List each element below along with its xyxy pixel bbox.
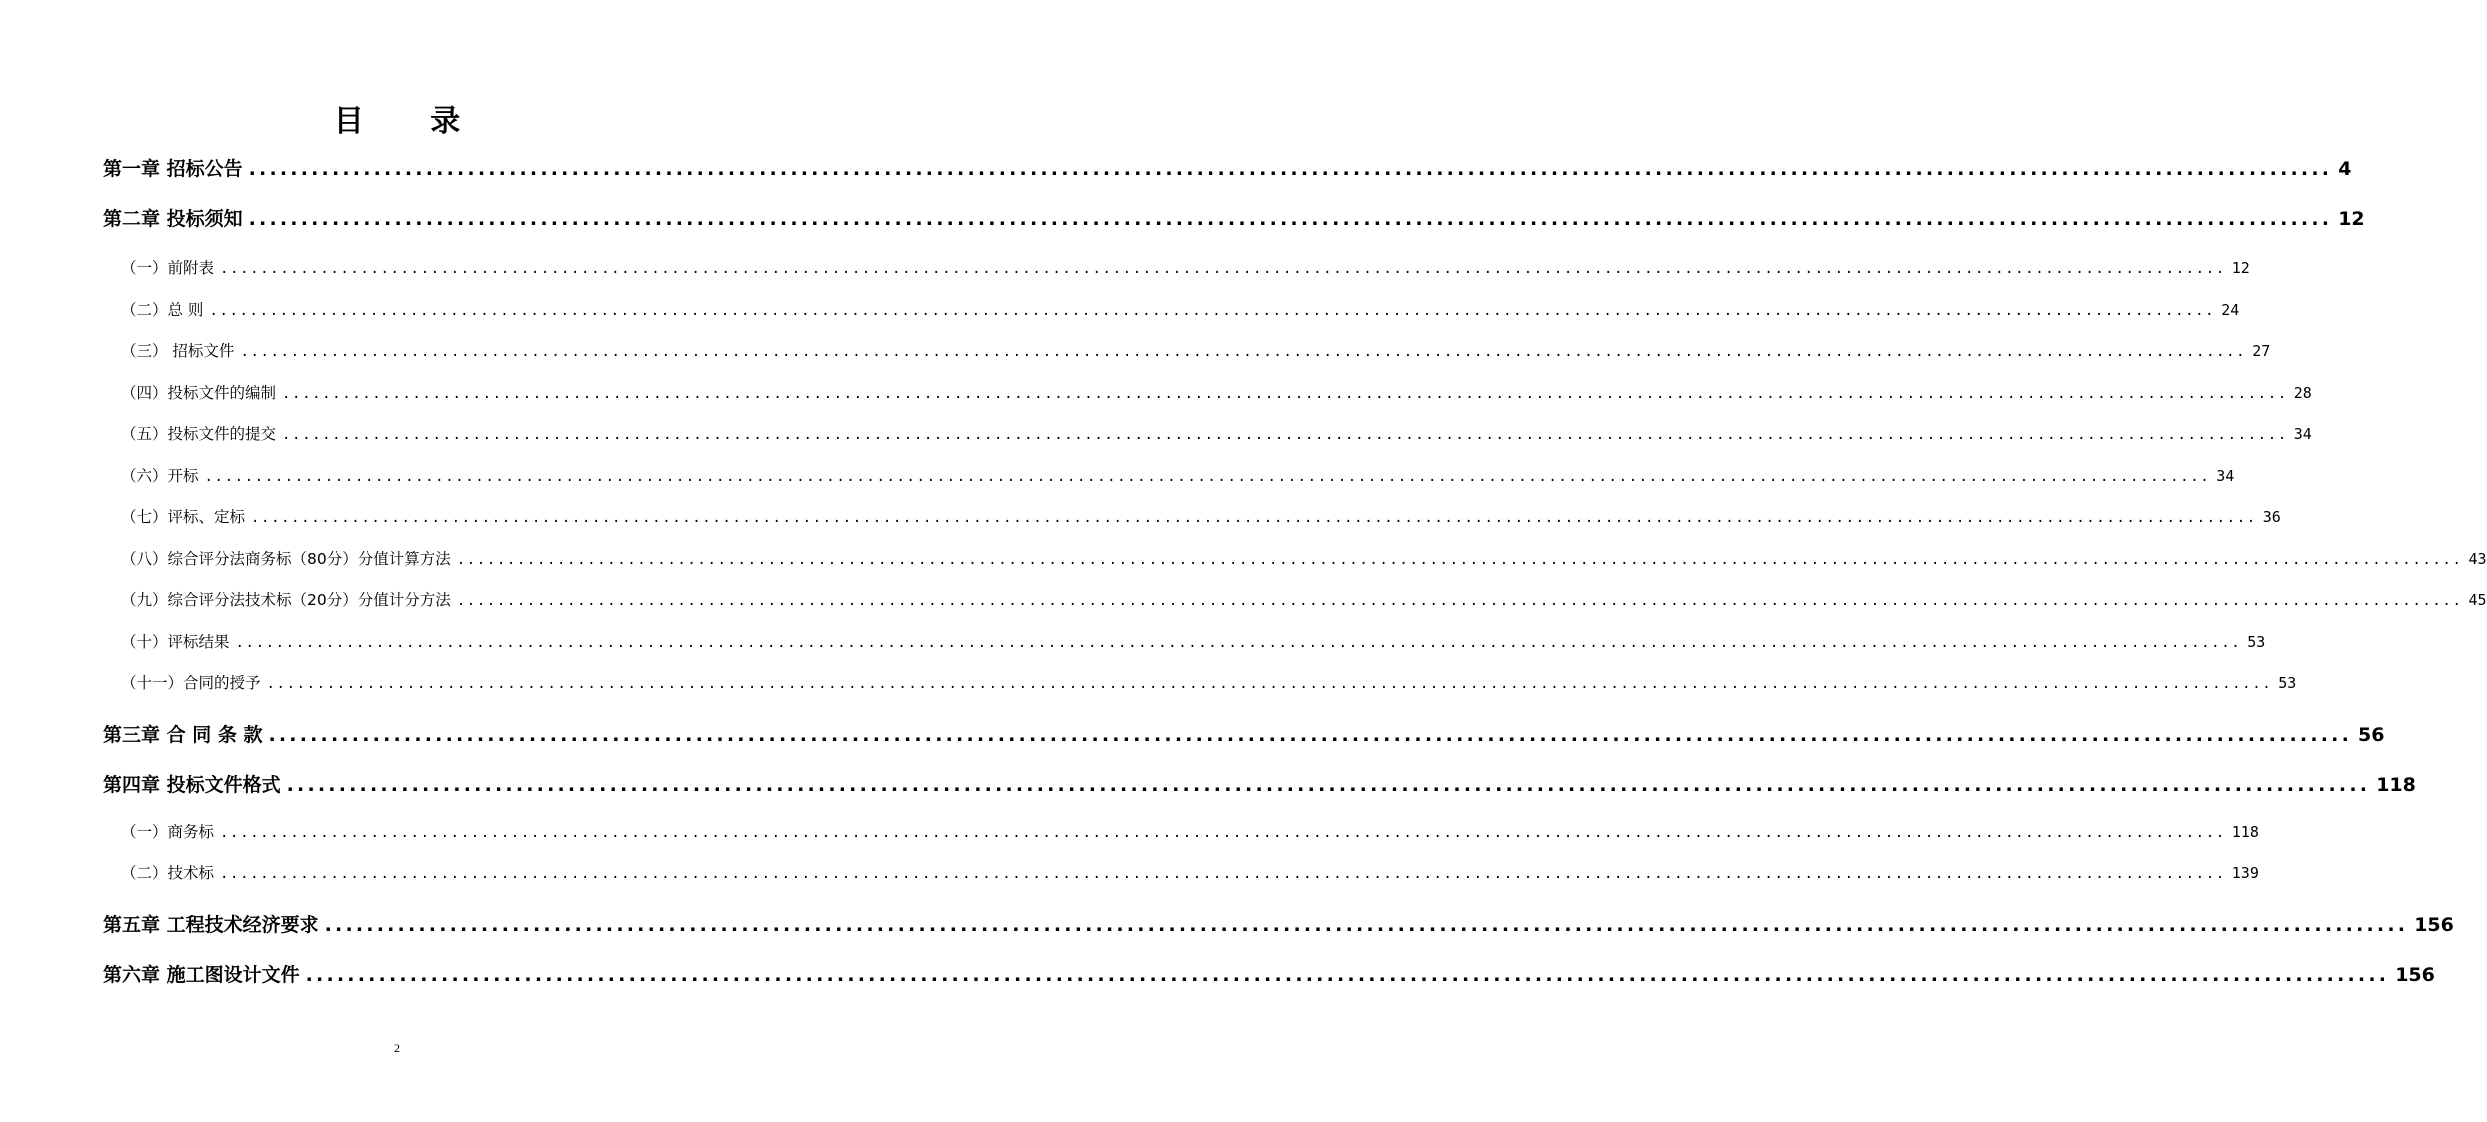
toc-entry-label: 第三章 合 同 条 款 — [103, 724, 263, 746]
toc-entry-page: 139 — [2231, 864, 2259, 882]
toc-dot-leader: ........................................................................................................................................................................................................ — [456, 593, 2463, 609]
toc-entry-label: 第六章 施工图设计文件 — [103, 964, 300, 986]
toc-entry-label: （四）投标文件的编制 — [121, 384, 277, 402]
toc-entry[interactable] — [121, 861, 2259, 883]
toc-entry[interactable] — [121, 505, 2281, 527]
page-title: 目 录 — [333, 104, 489, 139]
toc-entry[interactable] — [121, 256, 2250, 278]
toc-entry-page: 118 — [2231, 823, 2259, 841]
toc-entry-label: 第二章 投标须知 — [103, 208, 243, 230]
toc-entry-label: （五）投标文件的提交 — [121, 425, 277, 443]
toc-entry-label: （七）评标、定标 — [121, 508, 246, 526]
toc-entry-page: 53 — [2278, 674, 2297, 692]
toc-entry-label: （十）评标结果 — [121, 633, 230, 651]
toc-dot-leader: ........................................................................................................................................................................................................ — [248, 208, 2333, 230]
toc-entry-label: 第五章 工程技术经济要求 — [103, 914, 319, 936]
toc-dot-leader: ........................................................................................................................................................................................................ — [282, 427, 2288, 443]
toc-entry-page: 156 — [2414, 914, 2454, 936]
toc-entry[interactable] — [121, 298, 2240, 320]
toc-entry-page: 4 — [2338, 158, 2352, 180]
toc-entry-label: （一）前附表 — [121, 259, 215, 277]
toc-dot-leader: ........................................................................................................................................................................................................ — [248, 158, 2333, 180]
toc-dot-leader: ........................................................................................................................................................................................................ — [251, 510, 2257, 526]
toc-entry-label: （六）开标 — [121, 467, 199, 485]
toc-entry-page: 12 — [2338, 208, 2365, 230]
toc-entry-label: （九）综合评分法技术标（20分）分值计分方法 — [121, 591, 451, 609]
toc-entry-page: 56 — [2358, 724, 2385, 746]
toc-dot-leader: ........................................................................................................................................................................................................ — [268, 724, 2353, 746]
toc-entry-page: 12 — [2231, 259, 2250, 277]
toc-entry-page: 43 — [2468, 550, 2487, 568]
toc-entry-page: 27 — [2252, 342, 2271, 360]
toc-dot-leader: ........................................................................................................................................................................................................ — [286, 774, 2371, 796]
toc-entry[interactable] — [121, 464, 2235, 486]
toc-entry-label: （一）商务标 — [121, 823, 215, 841]
toc-entry[interactable] — [103, 960, 2435, 987]
toc-entry-page: 36 — [2262, 508, 2281, 526]
toc-dot-leader: ........................................................................................................................................................................................................ — [235, 635, 2242, 651]
toc-entry-page: 28 — [2293, 384, 2312, 402]
toc-dot-leader: ........................................................................................................................................................................................................ — [220, 261, 2226, 277]
toc-entry-label: （三） 招标文件 — [121, 342, 235, 360]
toc-entry-page: 156 — [2395, 964, 2435, 986]
toc-entry[interactable] — [121, 339, 2271, 361]
toc-entry-label: 第一章 招标公告 — [103, 158, 243, 180]
toc-entry-label: （八）综合评分法商务标（80分）分值计算方法 — [121, 550, 451, 568]
toc-dot-leader: ........................................................................................................................................................................................................ — [456, 552, 2463, 568]
page-number: 2 — [394, 1041, 400, 1055]
toc-entry[interactable] — [121, 630, 2266, 652]
toc-dot-leader: ........................................................................................................................................................................................................ — [305, 964, 2390, 986]
toc-entry[interactable] — [121, 671, 2297, 693]
toc-entry[interactable] — [103, 910, 2454, 937]
toc-entry-page: 34 — [2216, 467, 2235, 485]
toc-entry[interactable] — [121, 422, 2312, 444]
toc-entry-page: 45 — [2468, 591, 2487, 609]
toc-entry-label: （十一）合同的授予 — [121, 674, 261, 692]
toc-entry[interactable] — [103, 204, 2365, 231]
toc-entry-label: （二）技术标 — [121, 864, 215, 882]
toc-entry[interactable] — [121, 381, 2312, 403]
toc-entry[interactable] — [103, 770, 2416, 797]
toc-dot-leader: ........................................................................................................................................................................................................ — [240, 344, 2247, 360]
toc-entry-page: 34 — [2293, 425, 2312, 443]
toc-dot-leader: ........................................................................................................................................................................................................ — [220, 825, 2226, 841]
toc-dot-leader: ........................................................................................................................................................................................................ — [204, 469, 2211, 485]
toc-dot-leader: ........................................................................................................................................................................................................ — [209, 303, 2216, 319]
toc-entry[interactable] — [103, 154, 2352, 181]
toc-entry[interactable] — [121, 820, 2259, 842]
toc-entry-page: 53 — [2247, 633, 2266, 651]
toc-dot-leader: ........................................................................................................................................................................................................ — [266, 676, 2273, 692]
toc-entry[interactable] — [121, 588, 2487, 610]
toc-entry[interactable] — [103, 720, 2385, 747]
toc-entry-page: 24 — [2221, 301, 2240, 319]
toc-entry-label: 第四章 投标文件格式 — [103, 774, 281, 796]
toc-dot-leader: ........................................................................................................................................................................................................ — [324, 914, 2409, 936]
toc-entry-label: （二）总 则 — [121, 301, 204, 319]
toc-entry[interactable] — [121, 547, 2487, 569]
toc-entry-page: 118 — [2376, 774, 2416, 796]
toc-dot-leader: ........................................................................................................................................................................................................ — [220, 866, 2226, 882]
toc-dot-leader: ........................................................................................................................................................................................................ — [282, 386, 2288, 402]
